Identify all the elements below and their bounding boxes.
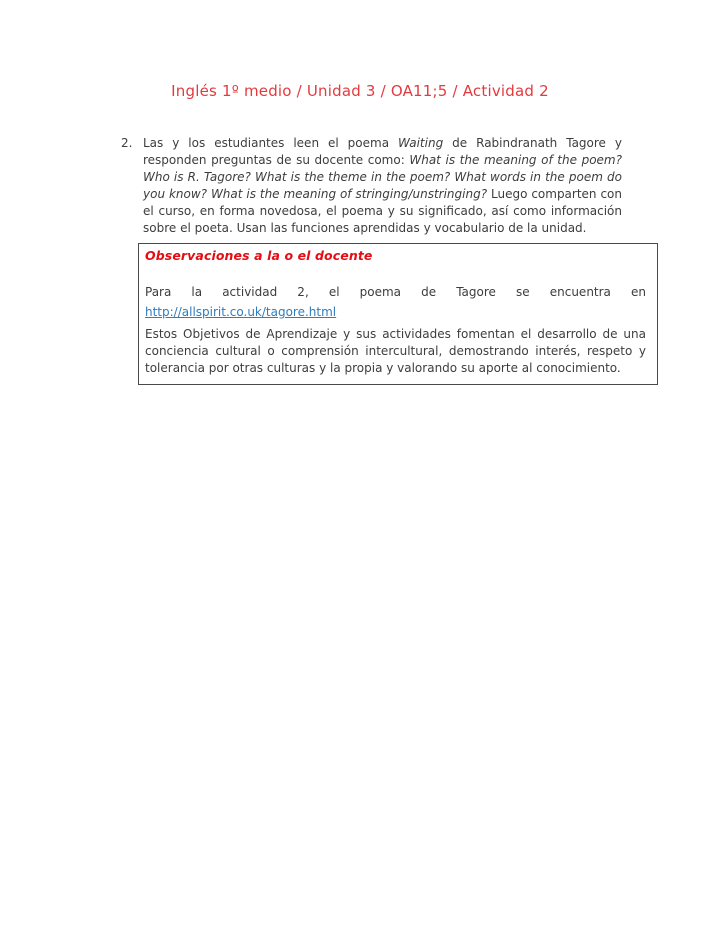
observations-heading: Observaciones a la o el docente xyxy=(145,248,373,263)
english-question-text: Waiting xyxy=(398,136,444,150)
teacher-observations-box xyxy=(138,243,658,385)
activity-paragraph xyxy=(121,135,622,237)
activity-number: 2. xyxy=(121,136,133,150)
tagore-poem-link[interactable]: http://allspirit.co.uk/tagore.html xyxy=(145,305,337,319)
activity-text xyxy=(143,135,622,237)
objectives-text: Estos Objetivos de Aprendizaje y sus actividades fomentan el desarrollo de una conciencia cultural o comprensión intercultural, demostrando interés, respeto y tolerancia por otras culturas y la propia y valorando su aporte al conocimiento. xyxy=(145,327,646,375)
english-question-text: What is the meaning of the poem? Who is R. Tagore? What is the theme in the poem? What words in the poem do you know? What is the meaning of stringing/unstringing? xyxy=(143,153,622,201)
spanish-text: de Rabindranath Tagore y responden preguntas de su docente como: xyxy=(143,136,622,167)
spanish-text: Luego comparten con el curso, en forma novedosa, el poema y su significado, así como información sobre el poeta. Usan las funciones aprendidas y vocabulario de la unidad. xyxy=(143,187,622,235)
activity-resource-text: Para la actividad 2, el poema de Tagore se encuentra en xyxy=(145,285,646,299)
spanish-text: Las y los estudiantes leen el poema xyxy=(143,136,399,150)
page-title: Inglés 1º medio / Unidad 3 / OA11;5 / Actividad 2 xyxy=(171,82,549,100)
